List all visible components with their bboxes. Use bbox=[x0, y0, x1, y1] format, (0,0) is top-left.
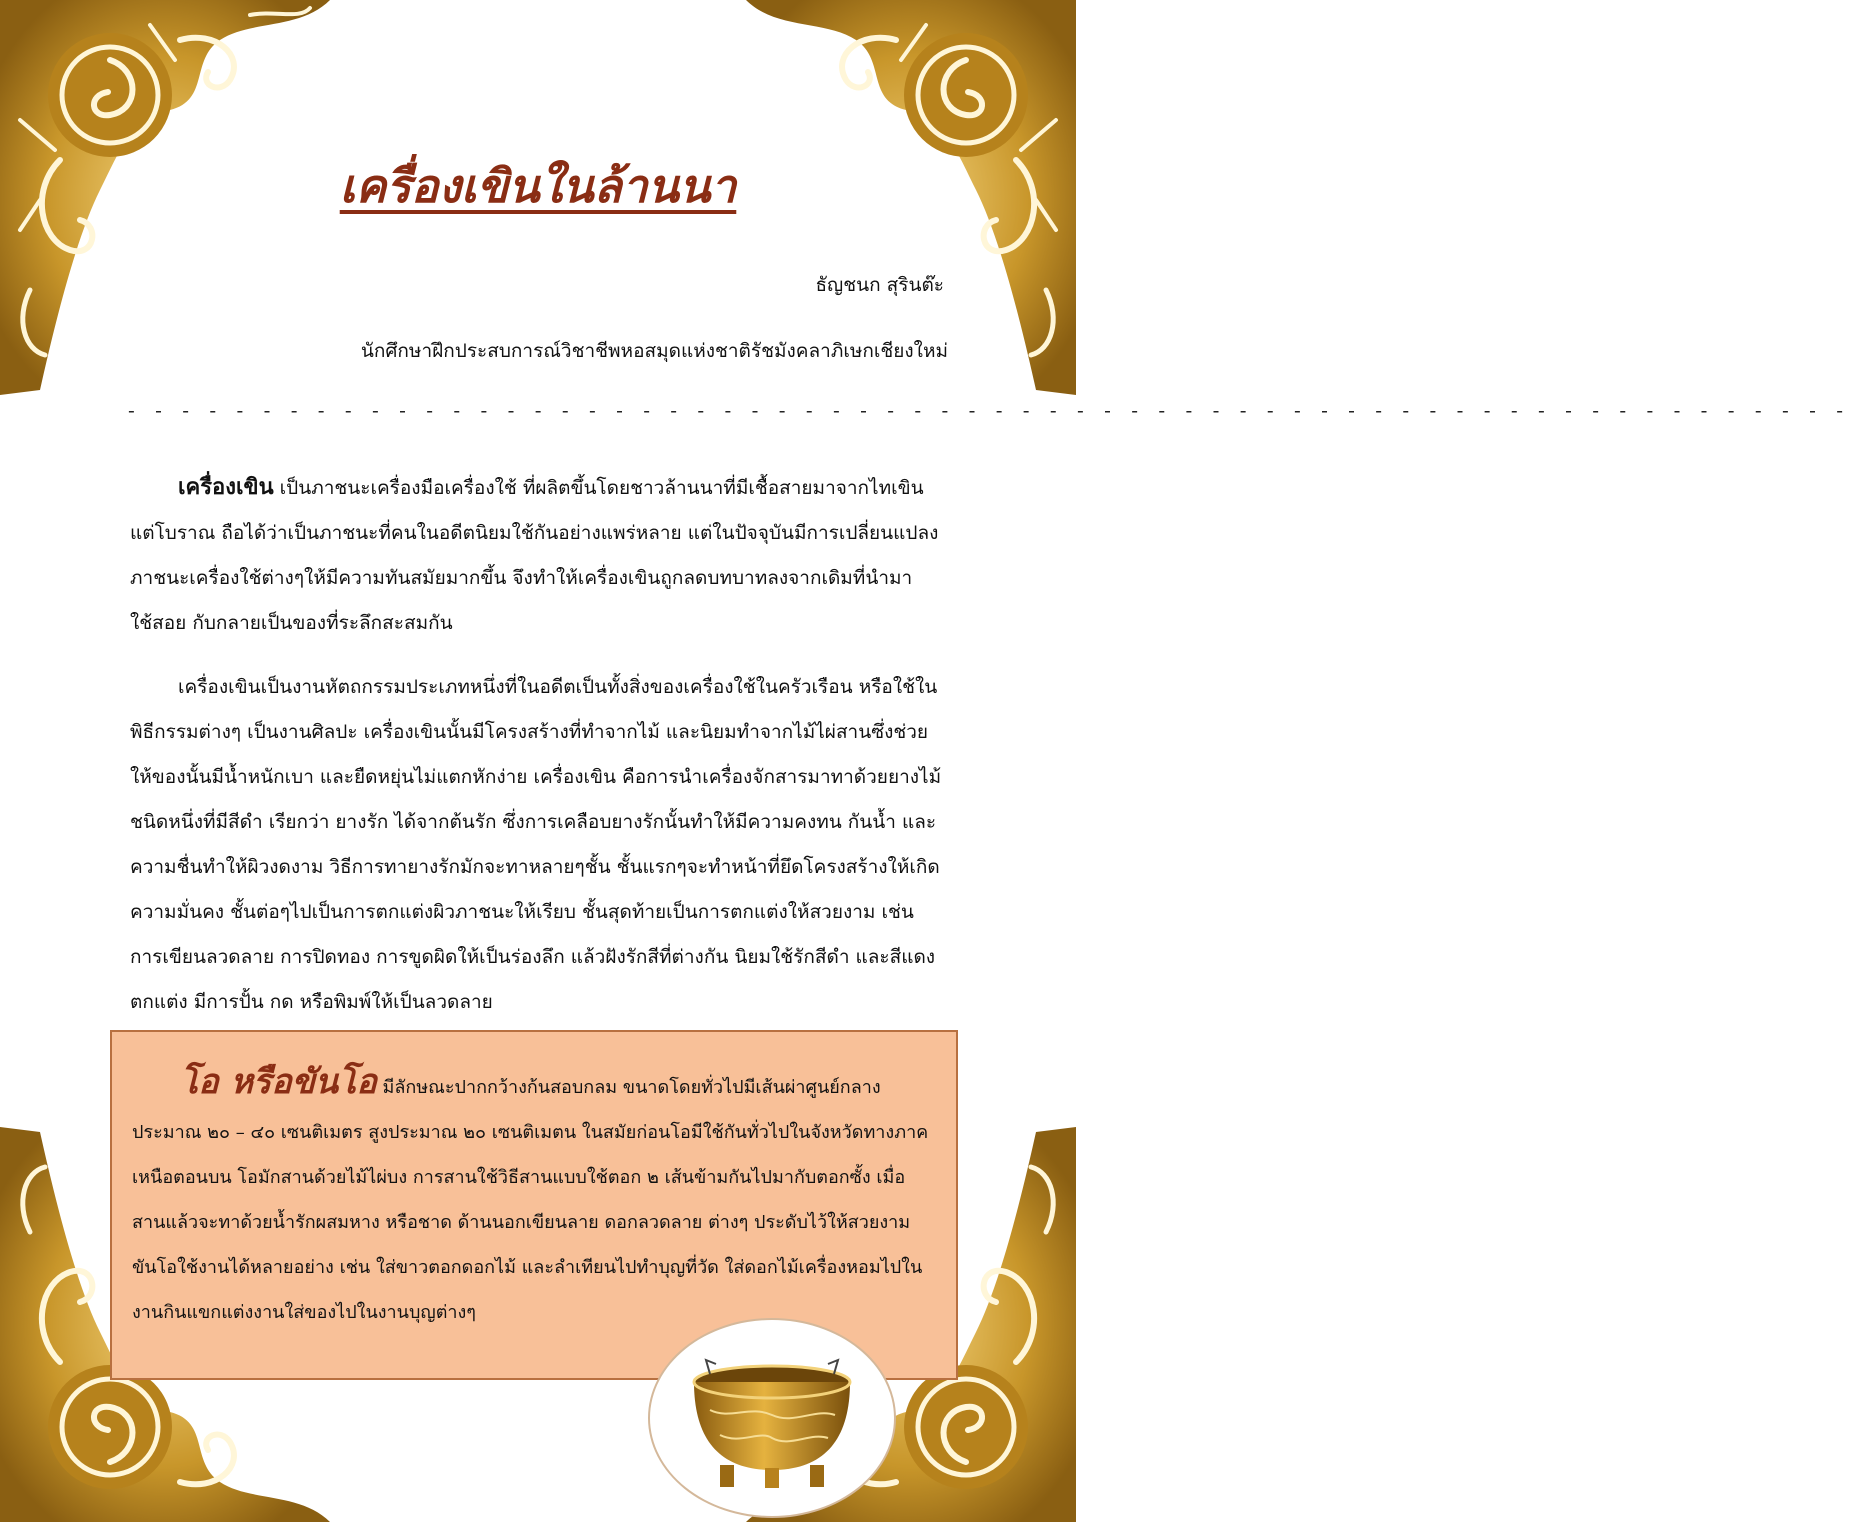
lacquer-bowl-image bbox=[648, 1318, 896, 1518]
page-title: เครื่องเขินในล้านนา bbox=[339, 159, 737, 213]
section-divider: - - - - - - - - - - - - - - - - - - - - - - - - - - - - - - - - - - - - - - - - - - - - - - - - - - - - - - - - - - - - - - - - bbox=[128, 398, 1850, 422]
term-kruang-khoen: เครื่องเขิน bbox=[178, 474, 274, 500]
paragraph-craft bbox=[130, 665, 948, 1025]
term-khan-o: โอ หรือขันโอ bbox=[180, 1062, 377, 1102]
info-box-text bbox=[132, 1060, 938, 1335]
info-box-body: มีลักษณะปากกว้างก้นสอบกลม ขนาดโดยทั่วไปมีเส้นผ่าศูนย์กลางประมาณ ๒๐ – ๔๐ เซนติเมตร สูงประมาณ ๒๐ เซนติเมตน ในสมัยก่อนโอมีใช้กันทั่วไปในจังหวัดทางภาคเหนือตอนบน โอมักสานด้วยไม้ไผ่บง การสานใช้วิธีสานแบบใช้ตอก ๒ เส้นข้ามกันไปมากับตอกซั้ง เมื่อสานแล้วจะทาด้วยน้ำรักผสมหาง หรือชาด ด้านนอกเขียนลาย ดอกลวดลาย ต่างๆ ประดับไว้ให้สวยงาม ขันโอใช้งานได้หลายอย่าง เช่น ใส่ขาวตอกดอกไม้ และลำเทียนไปทำบุญที่วัด ใส่ดอกไม้เครื่องหอมไปในงานกินแขกแต่งงานใส่ของไปในงานบุญต่างๆ bbox=[132, 1077, 929, 1323]
author-affiliation: นักศึกษาฝึกประสบการณ์วิชาชีพหอสมุดแห่งชาติรัชมังคลาภิเษกเชียงใหม่ bbox=[360, 340, 948, 362]
author-name: ธัญชนก สุรินต๊ะ bbox=[815, 274, 944, 296]
paragraph-intro-text: เป็นภาชนะเครื่องมือเครื่องใช้ ที่ผลิตขึ้นโดยชาวล้านนาที่มีเชื้อสายมาจากไทเขินแต่โบราณ ถือได้ว่าเป็นภาชนะที่คนในอดีตนิยมใช้กันอย่างแพร่หลาย แต่ในปัจจุบันมีการเปลี่ยนแปลง ภาชนะเครื่องใช้ต่างๆให้มีความทันสมัยมากขึ้น จึงทำให้เครื่องเขินถูกลดบทบาทลงจากเดิมที่นำมาใช้สอย กับกลายเป็นของที่ระลึกสะสมกัน bbox=[130, 477, 939, 634]
paragraph-intro bbox=[130, 465, 948, 646]
paragraph-craft-text: เครื่องเขินเป็นงานหัตถกรรมประเภทหนึ่งที่ในอดีตเป็นทั้งสิ่งของเครื่องใช้ในครัวเรือน หรือใช้ในพิธีกรรมต่างๆ เป็นงานศิลปะ เครื่องเขินนั้นมีโครงสร้างที่ทำจากไม้ และนิยมทำจากไม้ไผ่สานซึ่งช่วยให้ของนั้นมีน้ำหนักเบา และยืดหยุ่นไม่แตกหักง่าย เครื่องเขิน คือการนำเครื่องจักสารมาทาด้วยยางไม้ชนิดหนึ่งที่มีสีดำ เรียกว่า ยางรัก ได้จากต้นรัก ซึ่งการเคลือบยางรักนั้นทำให้มีความคงทน กันน้ำ และความชื่นทำให้ผิวงดงาม วิธีการทายางรักมักจะทาหลายๆชั้น ชั้นแรกๆจะทำหน้าที่ยึดโครงสร้างให้เกิดความมั่นคง ชั้นต่อๆไปเป็นการตกแต่งผิวภาชนะให้เรียบ ชั้นสุดท้ายเป็นการตกแต่งให้สวยงาม เช่น การเขียนลวดลาย การปิดทอง การขูดผิดให้เป็นร่องลึก แล้วฝังรักสีที่ต่างกัน นิยมใช้รักสีดำ และสีแดงตกแต่ง มีการปั้น กด หรือพิมพ์ให้เป็นลวดลาย bbox=[130, 676, 942, 1013]
bowl-icon bbox=[650, 1320, 894, 1516]
